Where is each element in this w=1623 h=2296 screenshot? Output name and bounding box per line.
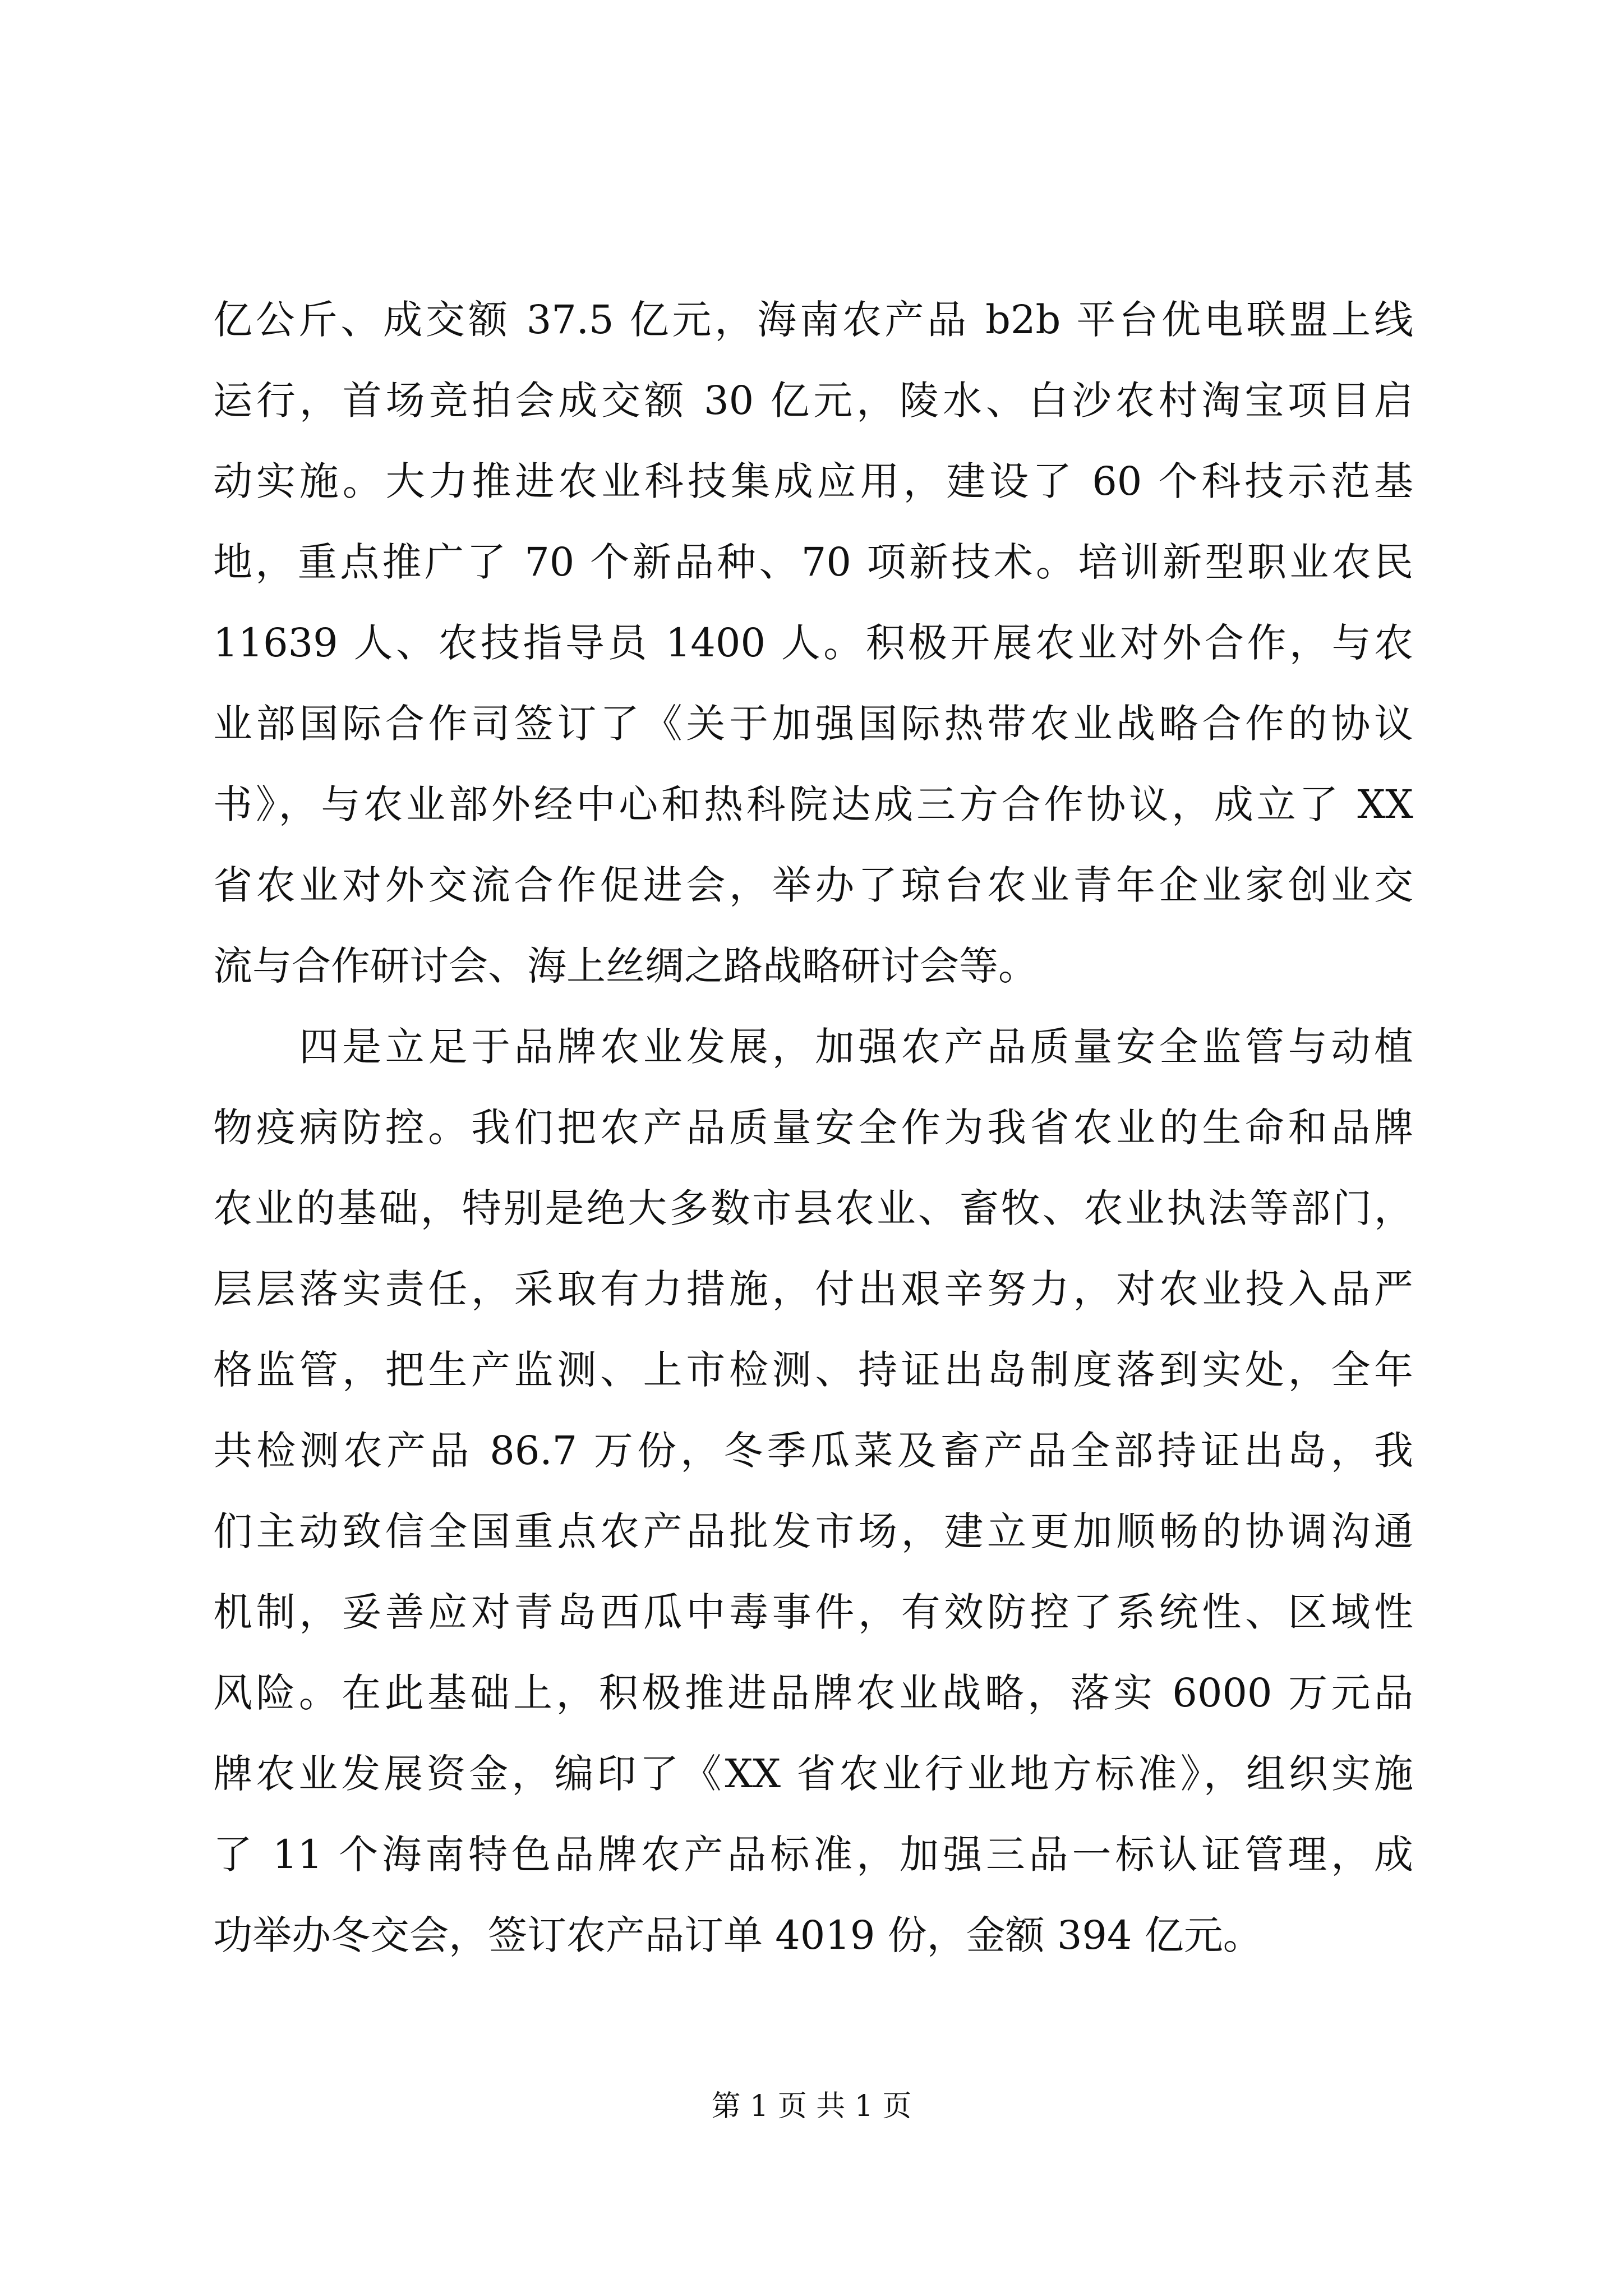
text-line: 业部国际合作司签订了《关于加强国际热带农业战略合作的协议 [213,701,1413,747]
paragraph-2 [213,1006,1413,1976]
text-line: 了 11 个海南特色品牌农产品标准，加强三品一标认证管理，成 [213,1832,1413,1878]
text-line: 机制，妥善应对青岛西瓜中毒事件，有效防控了系统性、区域性 [213,1589,1413,1635]
page-number-footer: 第 1 页 共 1 页 [711,2090,912,2123]
text-line: 物疫病防控。我们把农产品质量安全作为我省农业的生命和品牌 [213,1105,1413,1151]
text-line: 运行，首场竞拍会成交额 30 亿元，陵水、白沙农村淘宝项目启 [213,378,1413,424]
text-line: 地，重点推广了 70 个新品种、70 项新技术。培训新型职业农民 [213,539,1413,585]
text-line: 风险。在此基础上，积极推进品牌农业战略，落实 6000 万元品 [213,1670,1413,1716]
text-line: 层层落实责任，采取有力措施，付出艰辛努力，对农业投入品严 [213,1266,1413,1312]
text-line: 牌农业发展资金，编印了《XX 省农业行业地方标准》，组织实施 [213,1751,1413,1797]
document-body [213,279,1413,1976]
text-line: 动实施。大力推进农业科技集成应用，建设了 60 个科技示范基 [213,458,1413,504]
text-line: 功举办冬交会，签订农产品订单 4019 份，金额 394 亿元。 [213,1912,1262,1958]
text-line: 们主动致信全国重点农产品批发市场，建立更加顺畅的协调沟通 [213,1508,1413,1554]
text-line: 11639 人、农技指导员 1400 人。积极开展农业对外合作，与农 [213,620,1413,666]
text-line: 亿公斤、成交额 37.5 亿元，海南农产品 b2b 平台优电联盟上线 [213,297,1413,343]
text-line: 省农业对外交流合作促进会，举办了琼台农业青年企业家创业交 [213,862,1413,908]
paragraph-1 [213,279,1413,1006]
text-line: 共检测农产品 86.7 万份，冬季瓜菜及畜产品全部持证出岛，我 [213,1428,1413,1474]
text-line: 农业的基础，特别是绝大多数市县农业、畜牧、农业执法等部门， [213,1185,1413,1231]
text-line: 格监管，把生产监测、上市检测、持证出岛制度落到实处，全年 [213,1347,1413,1393]
text-line: 流与合作研讨会、海上丝绸之路战略研讨会等。 [213,943,1038,989]
text-line: 四是立足于品牌农业发展，加强农产品质量安全监管与动植 [213,1024,1413,1070]
text-line: 书》，与农业部外经中心和热科院达成三方合作协议，成立了 XX [213,781,1413,827]
